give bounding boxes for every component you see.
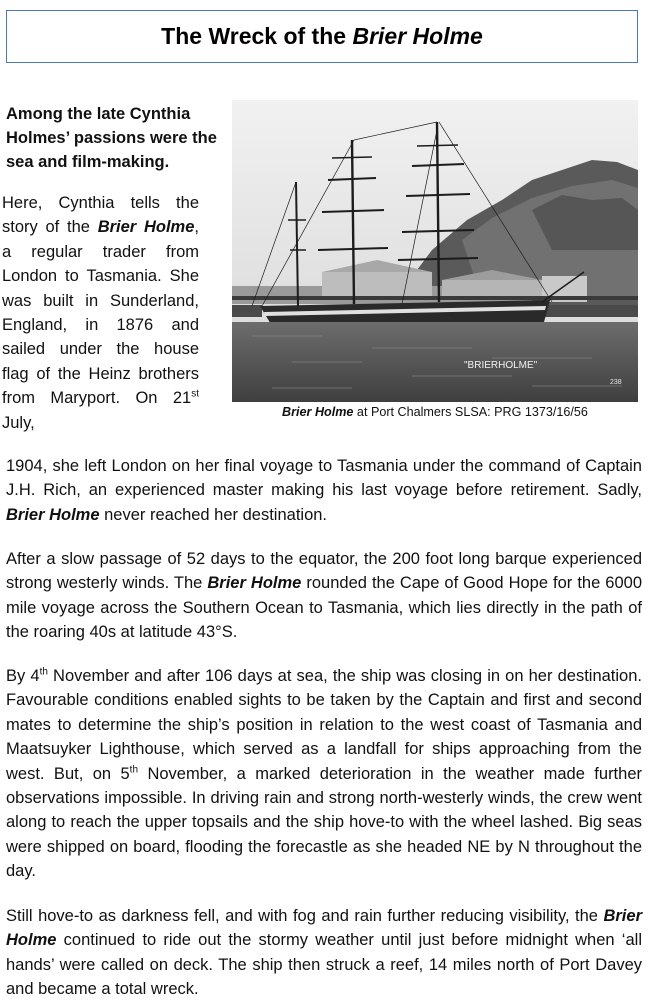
intro-ship-name: Brier Holme: [97, 218, 195, 237]
photo-caption: [232, 402, 638, 422]
p2-ship-name: Brier Holme: [207, 574, 302, 593]
p3-sup-1: th: [39, 666, 48, 678]
ship-photo: [232, 100, 638, 402]
intro-text-c: July,: [2, 413, 35, 432]
p3-text-c: November, a marked deterioration in the weather made further observations impossible. In driving rain and strong north-westerly winds, the crew went along to reach the upper topsails and the ship hove-to with the wheel lashed. Big seas were shipped on board, flooding the forecastle as she headed NE by N throughout the day.: [6, 764, 642, 881]
paragraph-2: [6, 547, 642, 645]
p3-text-a: By 4: [6, 667, 40, 685]
p4-text-a: Still hove-to as darkness fell, and with fog and rain further reducing visibility, the: [6, 907, 604, 925]
p1-text-a: 1904, she left London on her final voyage to Tasmania under the command of Captain J.H. Rich, an experienced master making his last voyage before retirement. Sadly,: [6, 457, 642, 500]
page-title: [6, 10, 638, 63]
intro-sup: st: [191, 388, 199, 400]
paragraph-1: [6, 454, 642, 527]
p4-text-b: continued to ride out the stormy weather until just before midnight when ‘all hands’ were called on deck. The ship then struck a reef, 14 miles north of Port Davey and became a total wreck.: [6, 931, 642, 999]
p1-ship-name: Brier Holme: [6, 505, 100, 524]
paragraph-3: [6, 664, 642, 884]
p3-text-b: November and after 106 days at sea, the ship was closing in on her destination. Favourable conditions enabled sights to be taken by the Captain and first and second mates to determine the ship’s position in relation to the west coast of Tasmania and Maatsuyker Lighthouse, which served as a landfall for ships approaching from the west. But, on 5: [6, 667, 642, 783]
intro-text-b: , a regular trader from London to Tasmania. She was built in Sunderland, England, in 1876 and sailed under the house flag of the Heinz brothers from Maryport. On 21: [2, 218, 199, 408]
p3-sup-2: th: [129, 764, 139, 776]
caption-ship-name: Brier Holme: [282, 405, 354, 419]
intro-paragraph: [2, 191, 199, 435]
title-prefix: The Wreck of the: [161, 23, 347, 49]
title-ship-name: Brier Holme: [352, 23, 483, 49]
caption-text: at Port Chalmers SLSA: PRG 1373/16/56: [353, 405, 588, 419]
p2-text-a: After a slow passage of 52 days to the equator, the 200 foot long barque experienced strong westerly winds. The: [6, 550, 642, 593]
photo-hull-label: "BRIERHOLME": [464, 360, 538, 371]
p2-text-b: rounded the Cape of Good Hope for the 6000 mile voyage across the Southern Ocean to Tasmania, which lies directly in the path of the roaring 40s at latitude 43°S.: [6, 574, 642, 642]
intro-text-a: Here, Cynthia tells the story of the: [2, 194, 199, 237]
photo-corner-mark: 238: [610, 379, 622, 386]
p1-text-b: never reached her destination.: [99, 505, 328, 524]
paragraph-4: [6, 904, 642, 1002]
p4-ship-name: Brier Holme: [6, 907, 642, 950]
intro-lead: Among the late Cynthia Holmes’ passions were the sea and film-making.: [6, 105, 217, 171]
